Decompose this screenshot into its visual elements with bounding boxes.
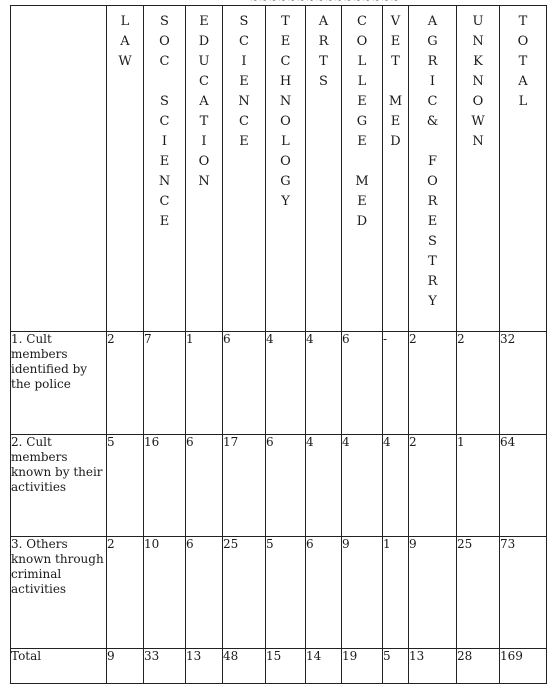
header-letter: E: [199, 14, 209, 29]
header-letter: L: [281, 134, 290, 149]
table-cell-college-med: 4: [342, 435, 383, 537]
table-cell-vet-med: -: [383, 332, 409, 435]
header-letter: T: [518, 14, 528, 29]
column-header-vet-med: [383, 6, 409, 332]
header-letter: O: [159, 34, 170, 49]
table-cell-education: 1: [186, 332, 223, 435]
header-letter: C: [199, 74, 209, 89]
table-cell-college-med: 9: [342, 537, 383, 649]
header-letter: W: [118, 54, 132, 69]
header-letter: C: [159, 54, 170, 69]
table-cell-unknown: 2: [457, 332, 500, 435]
header-letter: F: [427, 154, 438, 169]
table-cell-science: 17: [223, 435, 266, 537]
header-letter: O: [280, 114, 291, 129]
table-cell-vet-med: 5: [383, 649, 409, 684]
table-cell-total: 169: [500, 649, 547, 684]
header-letter: E: [239, 134, 249, 149]
column-header-label: [500, 6, 546, 112]
column-header-label: [306, 6, 341, 92]
header-letter: H: [279, 74, 292, 89]
table-cell-technology: 4: [266, 332, 306, 435]
column-header-soc-science: [144, 6, 186, 332]
header-letter: L: [120, 14, 130, 29]
header-letter: S: [239, 14, 249, 29]
table-cell-education: 13: [186, 649, 223, 684]
header-letter: R: [427, 194, 438, 209]
table-cell-agric-forestry: 9: [409, 537, 457, 649]
row-label: 2. Cult members known by their activities: [11, 435, 107, 537]
header-letter: Y: [281, 194, 290, 209]
header-letter: E: [357, 194, 367, 209]
cut-off-title-fragment: ~~~~~~~~~~~~~~~~: [250, 0, 401, 6]
column-header-law: [107, 6, 144, 332]
column-header-education: [186, 6, 223, 332]
table-cell-unknown: 28: [457, 649, 500, 684]
header-letter: V: [390, 14, 401, 29]
header-letter: &: [426, 114, 439, 129]
header-letter: C: [159, 114, 170, 129]
header-letter: E: [357, 94, 367, 109]
table-cell-science: 6: [223, 332, 266, 435]
table-cell-education: 6: [186, 537, 223, 649]
header-letter: T: [319, 54, 328, 69]
header-letter: S: [319, 74, 328, 89]
header-letter: O: [280, 154, 291, 169]
column-header-arts: [306, 6, 342, 332]
table-cell-total: 64: [500, 435, 547, 537]
header-letter: D: [390, 134, 401, 149]
header-letter: E: [390, 114, 401, 129]
header-letter: W: [471, 114, 485, 129]
header-letter: G: [427, 34, 438, 49]
table-cell-law: 2: [107, 537, 144, 649]
row-label: Total: [11, 649, 107, 684]
table-cell-soc-science: 7: [144, 332, 186, 435]
table-cell-science: 25: [223, 537, 266, 649]
header-letter: O: [472, 94, 484, 109]
header-letter: C: [239, 114, 249, 129]
header-letter: A: [518, 74, 528, 89]
header-letter: K: [473, 54, 483, 69]
header-letter: S: [160, 94, 169, 109]
header-letter: T: [391, 54, 400, 69]
header-letter: C: [427, 94, 438, 109]
header-letter: S: [428, 234, 437, 249]
column-header-label: [409, 6, 456, 312]
header-letter: E: [357, 134, 367, 149]
header-letter: N: [198, 174, 210, 189]
header-letter: E: [390, 34, 401, 49]
header-letter: I: [161, 134, 168, 149]
table-row: [11, 537, 547, 649]
header-letter: N: [238, 94, 250, 109]
header-letter: T: [199, 114, 209, 129]
header-letter: S: [160, 14, 169, 29]
table-cell-technology: 5: [266, 537, 306, 649]
column-header-label: [383, 6, 408, 152]
column-header-college-med: [342, 6, 383, 332]
header-letter: E: [280, 34, 291, 49]
table-cell-unknown: 1: [457, 435, 500, 537]
header-letter: N: [279, 94, 292, 109]
cult-members-table: [10, 5, 547, 684]
table-row: [11, 649, 547, 684]
header-letter: C: [357, 14, 367, 29]
table-cell-law: 5: [107, 435, 144, 537]
table-cell-arts: 4: [306, 332, 342, 435]
header-letter: R: [427, 274, 438, 289]
table-cell-total: 73: [500, 537, 547, 649]
table-cell-soc-science: 10: [144, 537, 186, 649]
header-letter: U: [198, 54, 210, 69]
table-cell-soc-science: 16: [144, 435, 186, 537]
column-header-row: [11, 6, 547, 332]
column-header-total: [500, 6, 547, 332]
table-cell-education: 6: [186, 435, 223, 537]
header-letter: A: [199, 94, 209, 109]
header-letter: A: [318, 14, 329, 29]
header-letter: E: [239, 74, 249, 89]
corner-cell: [11, 6, 107, 332]
table-cell-arts: 6: [306, 537, 342, 649]
table-cell-agric-forestry: 13: [409, 649, 457, 684]
table-cell-agric-forestry: 2: [409, 332, 457, 435]
header-letter: C: [239, 34, 249, 49]
header-letter: G: [356, 114, 368, 129]
column-header-science: [223, 6, 266, 332]
header-letter: N: [158, 174, 171, 189]
table-cell-law: 2: [107, 332, 144, 435]
column-header-label: [266, 6, 305, 212]
table-cell-vet-med: 4: [383, 435, 409, 537]
table-row: [11, 332, 547, 435]
header-letter: T: [518, 54, 528, 69]
table-cell-vet-med: 1: [383, 537, 409, 649]
column-header-label: [107, 6, 143, 72]
column-header-label: [223, 6, 265, 152]
header-letter: L: [357, 74, 367, 89]
header-letter: M: [355, 174, 369, 189]
header-letter: R: [427, 54, 438, 69]
table-cell-total: 32: [500, 332, 547, 435]
header-letter: T: [428, 254, 437, 269]
column-header-label: [342, 6, 382, 232]
header-letter: D: [356, 214, 368, 229]
header-letter: N: [472, 34, 484, 49]
header-letter: M: [388, 94, 403, 109]
column-header-unknown: [457, 6, 500, 332]
table-row: [11, 435, 547, 537]
table-cell-arts: 14: [306, 649, 342, 684]
table-cell-technology: 6: [266, 435, 306, 537]
header-letter: E: [159, 214, 170, 229]
header-letter: O: [198, 154, 210, 169]
header-letter: I: [241, 54, 247, 69]
header-letter: N: [472, 134, 484, 149]
header-letter: C: [280, 54, 291, 69]
header-letter: Y: [428, 294, 437, 309]
row-label: 1. Cult members identified by the police: [11, 332, 107, 435]
header-letter: L: [518, 94, 528, 109]
header-letter: I: [201, 134, 207, 149]
column-header-technology: [266, 6, 306, 332]
column-header-label: [186, 6, 222, 192]
table-cell-science: 48: [223, 649, 266, 684]
column-header-label: [457, 6, 499, 152]
row-label: 3. Others known through criminal activities: [11, 537, 107, 649]
table-cell-unknown: 25: [457, 537, 500, 649]
header-letter: U: [472, 14, 484, 29]
header-letter: O: [517, 34, 529, 49]
header-letter: T: [281, 14, 290, 29]
header-letter: A: [120, 34, 130, 49]
table-cell-soc-science: 33: [144, 649, 186, 684]
table-cell-law: 9: [107, 649, 144, 684]
header-letter: A: [427, 14, 438, 29]
header-letter: E: [427, 214, 438, 229]
table-cell-college-med: 19: [342, 649, 383, 684]
column-header-label: [144, 6, 185, 232]
table-cell-college-med: 6: [342, 332, 383, 435]
header-letter: O: [356, 34, 368, 49]
table-cell-agric-forestry: 2: [409, 435, 457, 537]
header-letter: R: [318, 34, 329, 49]
header-letter: C: [159, 194, 170, 209]
header-letter: I: [429, 74, 436, 89]
header-letter: E: [159, 154, 170, 169]
header-letter: D: [198, 34, 210, 49]
column-header-agric-forestry: [409, 6, 457, 332]
header-letter: O: [427, 174, 438, 189]
header-letter: L: [357, 54, 367, 69]
header-letter: G: [280, 174, 291, 189]
header-letter: N: [472, 74, 484, 89]
table-cell-arts: 4: [306, 435, 342, 537]
table-cell-technology: 15: [266, 649, 306, 684]
